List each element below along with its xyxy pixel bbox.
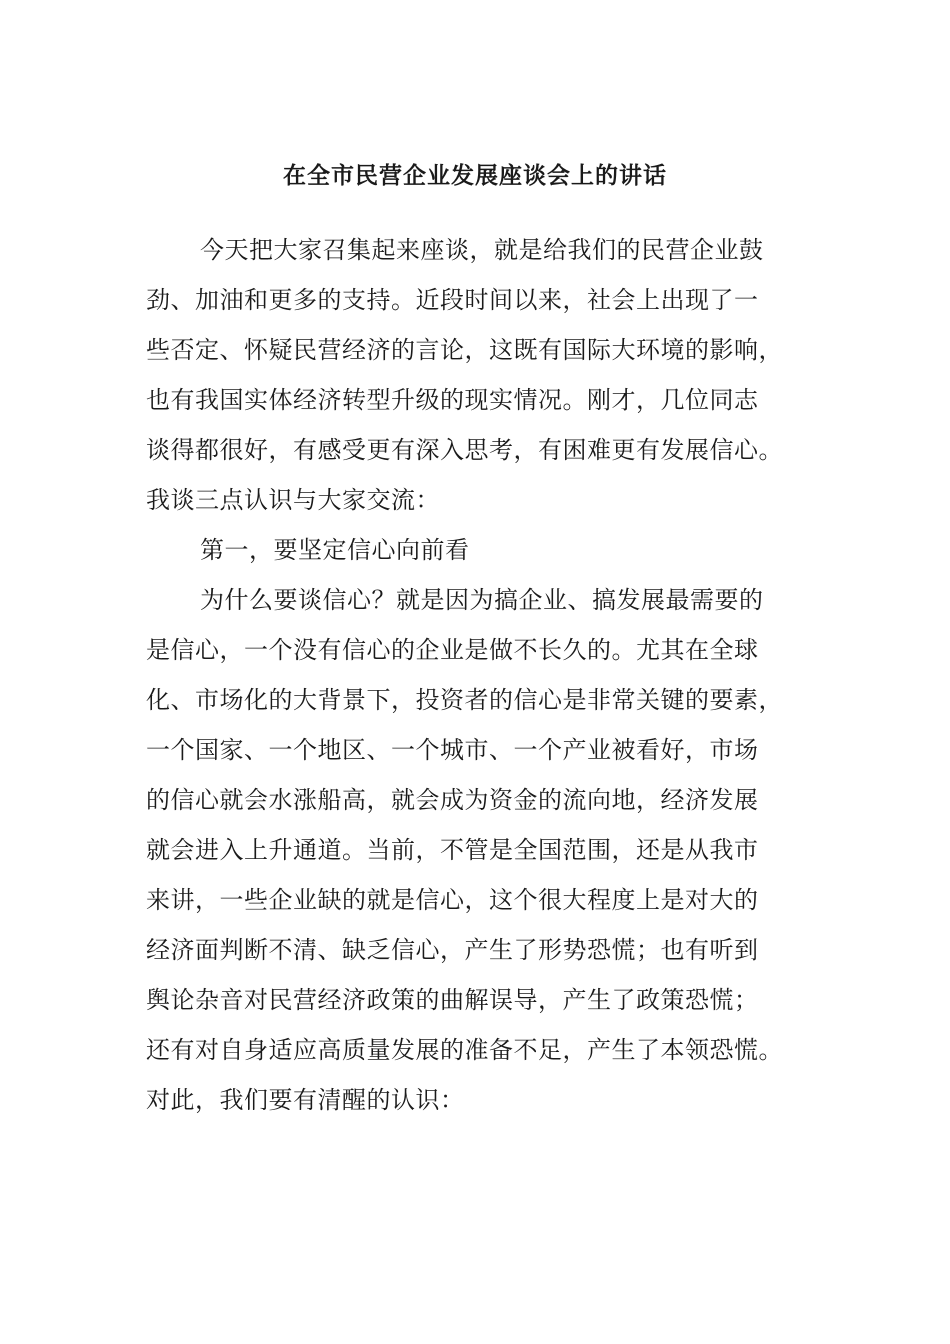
paragraph-line: 对此，我们要有清醒的认识：: [146, 1086, 465, 1114]
paragraph-line: 是信心，一个没有信心的企业是做不长久的。尤其在全球: [146, 636, 759, 664]
section-heading: 第一，要坚定信心向前看: [200, 536, 470, 564]
paragraph-line: 谈得都很好，有感受更有深入思考，有困难更有发展信心。: [146, 436, 783, 464]
paragraph-line: 也有我国实体经济转型升级的现实情况。刚才，几位同志: [146, 386, 759, 414]
paragraph-line: 还有对自身适应高质量发展的准备不足，产生了本领恐慌。: [146, 1036, 783, 1064]
paragraph-line: 一个国家、一个地区、一个城市、一个产业被看好，市场: [146, 736, 759, 764]
paragraph-line: 经济面判断不清、缺乏信心，产生了形势恐慌；也有听到: [146, 936, 759, 964]
paragraph-line: 为什么要谈信心？就是因为搞企业、搞发展最需要的: [200, 586, 764, 614]
paragraph-line: 化、市场化的大背景下，投资者的信心是非常关键的要素，: [146, 686, 783, 714]
paragraph-line: 我谈三点认识与大家交流：: [146, 486, 440, 514]
paragraph-line: 些否定、怀疑民营经济的言论，这既有国际大环境的影响，: [146, 336, 783, 364]
paragraph-line: 舆论杂音对民营经济政策的曲解误导，产生了政策恐慌；: [146, 986, 759, 1014]
document-title: 在全市民营企业发展座谈会上的讲话: [283, 162, 667, 189]
paragraph-line: 就会进入上升通道。当前，不管是全国范围，还是从我市: [146, 836, 759, 864]
paragraph-line: 来讲，一些企业缺的就是信心，这个很大程度上是对大的: [146, 886, 759, 914]
paragraph-line: 今天把大家召集起来座谈，就是给我们的民营企业鼓: [200, 236, 764, 264]
paragraph-line: 的信心就会水涨船高，就会成为资金的流向地，经济发展: [146, 786, 759, 814]
paragraph-line: 劲、加油和更多的支持。近段时间以来，社会上出现了一: [146, 286, 759, 314]
